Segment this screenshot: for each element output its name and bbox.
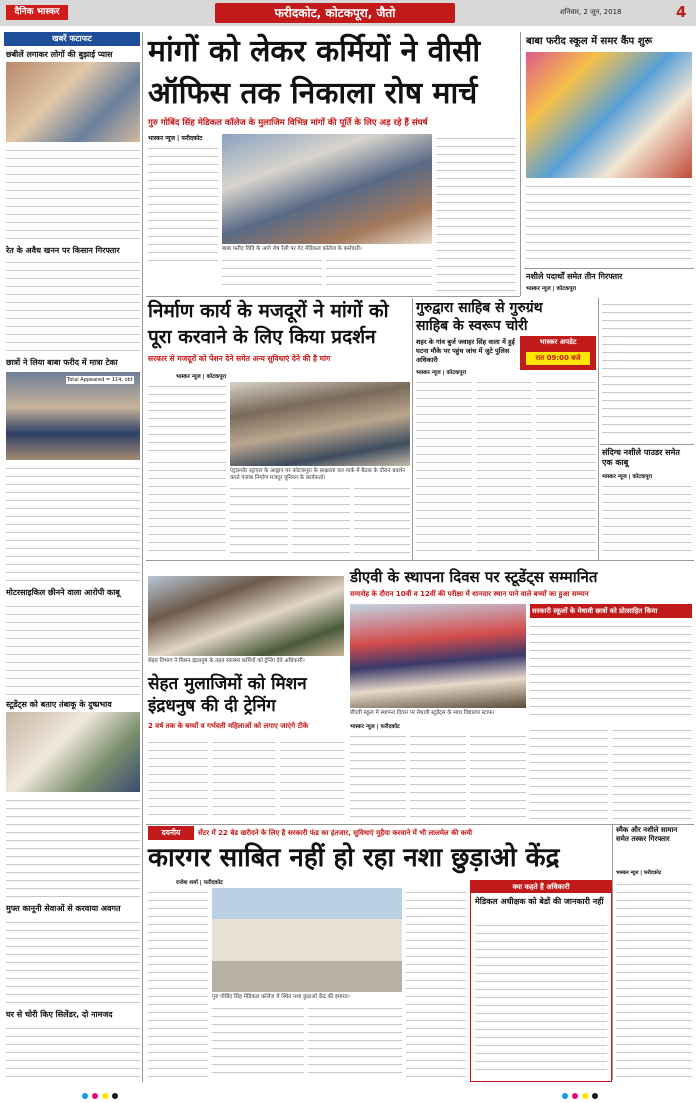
gurdwara-text-col2 <box>476 378 532 556</box>
left-text-1 <box>6 146 140 242</box>
left-text-2 <box>6 258 140 356</box>
right-story3-byline: भास्कर न्यूज | कोटकपूरा <box>602 474 652 480</box>
health-headline-line1: सेहत मुलाजिमों को मिशन <box>148 674 307 694</box>
alert-time: रात 09:00 बजे <box>526 352 590 365</box>
dav-subhead: समारोह के दौरान 10वीं व 12वीं की परीक्षा में शानदार स्थान पाने वाले बच्चों का हुआ सम्मान <box>350 590 589 598</box>
bottom-text-col3 <box>308 1004 402 1078</box>
dav-side-headline: सरकारी स्कूलों के मेधावी छात्रों को प्रोत्साहित किया <box>532 607 658 615</box>
right-bottom-byline: भास्कर न्यूज | फरीदकोट <box>616 870 662 876</box>
right-bottom-headline: स्मैक और नशीले सामान समेत तस्कर गिरफ्तार <box>616 826 678 843</box>
dav-left-photo <box>148 576 344 656</box>
second-text-col3 <box>230 484 288 556</box>
section-rule-2 <box>146 560 694 561</box>
column-rule-right <box>520 32 521 296</box>
box-title: खबरें फटाफट <box>4 32 140 46</box>
officer-head: मेडिकल अधीक्षक को बेडों की जानकारी नहीं <box>475 897 604 906</box>
print-registration-dots-right <box>560 1084 600 1103</box>
left-news-title-7: घर से चोरी किए सिलेंडर, दो नामजद <box>6 1010 113 1019</box>
dav-side-text <box>530 622 692 720</box>
left-text-3 <box>6 464 140 584</box>
bottom-photo <box>212 888 402 992</box>
second-text-col1 <box>148 382 226 454</box>
section-title: फरीदकोट, कोटकपूरा, जैतो <box>215 3 455 23</box>
column-rule <box>142 32 143 1082</box>
health-text-col3 <box>280 738 344 820</box>
left-news-title-4: मोटरसाइकिल छीनने वाला आरोपी काबू <box>6 588 120 597</box>
dateline: शनिवार, 2 जून, 2018 <box>560 8 622 16</box>
bottom-text-col1 <box>148 888 208 1078</box>
health-headline-line2: इंद्रधनुष की दी ट्रेनिंग <box>148 696 276 716</box>
lead-headline-line2: ऑफिस तक निकाला रोष मार्च <box>148 76 478 111</box>
dav-byline: भास्कर न्यूज | फरीदकोट <box>350 724 400 730</box>
lead-photo <box>222 134 432 244</box>
second-photo-caption: एंट्रप्रन्योर स्ट्राएल के आह्वान पर कोटकपूरा के साक्षरता वार पार्क में बैठक के दौरान प्रदर्शन करते पंजाब निर्माण मजदूर यूनियन के कार्यकर्ता। <box>230 468 406 481</box>
right-story3-headline: संदिग्ध नशीले पाउडर समेत एक काबू <box>602 448 680 467</box>
dav-text-col3 <box>470 732 526 820</box>
second-text-col4 <box>292 484 350 556</box>
gurdwara-headline-line2: साहिब के स्वरूप चोरी <box>416 318 528 334</box>
page-number: 4 <box>676 3 687 21</box>
dav-text-col2 <box>410 732 466 820</box>
gurdwara-text-col1 <box>416 378 472 556</box>
lead-text-col3 <box>326 256 432 292</box>
alert-box <box>520 336 596 370</box>
health-text-col2 <box>212 738 276 820</box>
column-rule-mid <box>412 298 413 560</box>
left-news-title-6: मुफ्त कानूनी सेवाओं से करवाया अवगत <box>6 904 121 913</box>
gurdwara-byline: भास्कर न्यूज | कोटकपूरा <box>416 370 466 376</box>
second-text-col2 <box>148 458 226 556</box>
bottom-byline: राजेश शर्मा | फरीदकोट <box>176 880 223 886</box>
second-subhead: सरकार से मजदूरों को पेंशन देने समेत अन्य सुविधाएं देने की है मांग <box>148 354 331 363</box>
dav-text-col5 <box>612 726 692 820</box>
dav-photo-caption: डीएवी स्कूल में स्थापना दिवस पर मेधावी स्टूडेंट्स के साथ विद्यालय स्टाफ। <box>350 710 495 716</box>
masthead-logo: दैनिक भास्कर <box>6 5 68 20</box>
gurdwara-text-col3 <box>536 378 596 556</box>
dav-side-box <box>530 604 692 618</box>
left-news-title-3: छात्रों ने लिया बाबा फरीद में मात्रा टेका <box>6 358 118 367</box>
gurdwara-subhead: शहर के गांव बुर्ज जवाहर सिंह वाला में हुई घटना मौके पर पहुंच जांच में जुटे पुलिस अधिकारी <box>416 338 515 364</box>
dav-text-col4 <box>530 726 608 820</box>
second-photo <box>230 382 410 466</box>
left-text-7 <box>6 1024 140 1082</box>
dav-photo <box>350 604 526 708</box>
right-top-rule <box>524 268 694 269</box>
lead-text-col1 <box>148 144 218 268</box>
officer-text <box>475 921 607 1077</box>
lead-text-col4 <box>436 134 516 292</box>
right-top-headline: बाबा फरीद स्कूल में समर कैंप शुरू <box>526 36 653 47</box>
dav-text-col1 <box>350 732 406 820</box>
photo-board-text: Total Appeared = 114, obt <box>67 377 133 383</box>
left-text-6 <box>6 918 140 1006</box>
right-bottom-text <box>616 880 692 1078</box>
dav-left-caption: सेहत विभाग ने मिशन इंद्रधनुष के तहत स्वास्थ्य कर्मियों को ट्रेनिंग देते अधिकारी। <box>148 658 305 664</box>
column-rule-right-3 <box>612 824 613 1080</box>
lead-text-col2 <box>222 256 322 292</box>
right-mid-rule <box>600 444 694 445</box>
bottom-text-col2 <box>212 1004 304 1078</box>
gurdwara-headline-line1: गुरुद्वारा साहिब से गुरुग्रंथ <box>416 300 543 316</box>
second-text-col5 <box>354 484 410 556</box>
bottom-headline: कारगर साबित नहीं हो रहा नशा छुड़ाओ केंद्र <box>148 843 560 873</box>
officer-box <box>470 880 612 1082</box>
right-story2-text <box>602 300 692 440</box>
left-photo-2 <box>6 372 140 460</box>
lead-byline: भास्कर न्यूज | फरीदकोट <box>148 135 203 142</box>
bottom-tag: दयनीय <box>148 826 194 840</box>
alert-label: भास्कर अपडेट <box>539 338 577 346</box>
left-photo-3 <box>6 712 140 792</box>
health-subhead: 2 वर्ष तक के बच्चों व गर्भवती महिलाओं को लगाए जाएंगे टीके <box>148 722 309 730</box>
second-headline-line2: पूरा करवाने के लिए किया प्रदर्शन <box>148 326 376 348</box>
print-registration-dots <box>80 1084 120 1103</box>
section-rule-1 <box>146 296 520 297</box>
left-text-5 <box>6 796 140 902</box>
left-column <box>4 32 140 1082</box>
bottom-kicker: सेंटर में 22 बेड खरीदने के लिए है सरकारी फंड का इंतजार, सुविधाएं मुहैया करवाने में भी लालमेल की कमी <box>198 829 473 837</box>
officer-label: क्या कहते हैं अधिकारी <box>471 881 611 893</box>
left-news-title-2: रेत के अवैध खनन पर किसान गिरफ्तार <box>6 246 120 255</box>
lead-headline-line1: मांगों को लेकर कर्मियों ने वीसी <box>148 34 481 69</box>
column-rule-right-2 <box>598 298 599 560</box>
right-story2-byline: भास्कर न्यूज | कोटकपूरा <box>526 286 576 292</box>
second-byline: भास्कर न्यूज | कोटकपूरा <box>176 374 226 380</box>
dav-headline: डीएवी के स्थापना दिवस पर स्टूडेंट्स सम्मानित <box>350 568 598 586</box>
left-text-4 <box>6 602 140 698</box>
left-photo-1 <box>6 62 140 142</box>
health-text-col1 <box>148 738 208 820</box>
right-top-photo <box>526 52 692 178</box>
right-story2-headline: नशीले पदार्थों समेत तीन गिरफ्तार <box>526 272 623 281</box>
left-news-title-5: स्टूडेंट्स को बताए तंबाकू के दुष्प्रभाव <box>6 700 112 709</box>
lead-subhead: गुरु गोबिंद सिंह मेडिकल कॉलेज के मुलाजिम विभिन्न मांगों की पूर्ति के लिए अड़ रहे हैं संघर्ष <box>148 118 428 128</box>
right-top-text <box>526 182 692 262</box>
second-headline-line1: निर्माण कार्य के मजदूरों ने मांगों को <box>148 300 389 322</box>
bottom-photo-caption: गुरु गोबिंद सिंह मेडिकल कॉलेज में स्थित नशा छुड़ाओ केंद्र की इमारत। <box>212 994 350 1000</box>
lead-photo-caption: बाबा फरीद विवि के आगे रोष रैली पर गेट मेडिकल कॉलेज के कर्मचारी। <box>222 246 362 252</box>
right-story3-text <box>602 482 692 556</box>
bottom-text-col4 <box>406 888 466 1078</box>
left-news-title-1: छबीलें लगाकर लोगों की बुझाई प्यास <box>6 50 113 59</box>
